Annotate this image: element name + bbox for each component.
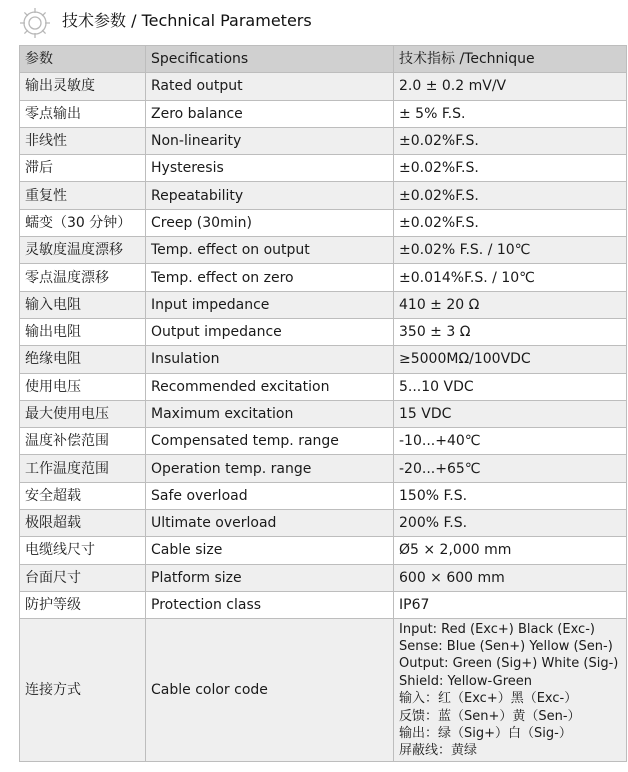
param-value: ±0.014%F.S. / 10℃ [394,264,627,291]
table-row [20,564,627,591]
param-name-cn: 非线性 [20,127,146,154]
param-name-cn: 温度补偿范围 [20,428,146,455]
param-name-cn: 最大使用电压 [20,400,146,427]
param-name-cn: 工作温度范围 [20,455,146,482]
param-name-en: Cable size [146,537,394,564]
table-row [20,291,627,318]
param-name-cn: 零点输出 [20,100,146,127]
param-name-en: Output impedance [146,318,394,345]
param-name-cn: 极限超载 [20,510,146,537]
table-header-row [20,46,627,73]
column-header-specifications: Specifications [146,46,394,73]
table-row [20,209,627,236]
param-name-en: Cable color code [146,619,394,762]
param-name-cn: 使用电压 [20,373,146,400]
param-value: -10...+40℃ [394,428,627,455]
param-name-cn: 防护等级 [20,591,146,618]
param-name-cn: 重复性 [20,182,146,209]
param-name-cn: 输出电阻 [20,318,146,345]
table-row [20,428,627,455]
table-row [20,264,627,291]
table-row [20,373,627,400]
param-value: 350 ± 3 Ω [394,318,627,345]
table-row [20,318,627,345]
table-row [20,73,627,100]
param-value: ≥5000MΩ/100VDC [394,346,627,373]
param-name-cn: 蠕变（30 分钟） [20,209,146,236]
cable-color-line: 输入：红（Exc+）黑（Exc-） [399,691,578,707]
param-name-cn: 滞后 [20,155,146,182]
table-row-cable-color-code [20,619,627,762]
param-value: 600 × 600 mm [394,564,627,591]
param-name-en: Safe overload [146,482,394,509]
param-value: ± 5% F.S. [394,100,627,127]
param-name-cn: 电缆线尺寸 [20,537,146,564]
table-row [20,455,627,482]
param-name-cn: 零点温度漂移 [20,264,146,291]
table-row [20,510,627,537]
param-value: ±0.02% F.S. / 10℃ [394,237,627,264]
cable-color-line: 屏蔽线：黄绿 [399,743,478,759]
table-row [20,400,627,427]
param-name-cn: 输入电阻 [20,291,146,318]
table-row [20,482,627,509]
cable-color-line: Shield: Yellow-Green [399,673,533,689]
param-value: 150% F.S. [394,482,627,509]
param-name-cn: 输出灵敏度 [20,73,146,100]
param-value: 15 VDC [394,400,627,427]
cable-color-line: Output: Green (Sig+) White (Sig-) [399,656,619,672]
param-name-en: Temp. effect on zero [146,264,394,291]
param-name-cn: 安全超载 [20,482,146,509]
param-value: ±0.02%F.S. [394,182,627,209]
table-row [20,127,627,154]
param-name-en: Recommended excitation [146,373,394,400]
cable-color-line: 反馈：蓝（Sen+）黄（Sen-） [399,708,581,724]
param-name-en: Operation temp. range [146,455,394,482]
param-name-cn: 台面尺寸 [20,564,146,591]
param-name-en: Repeatability [146,182,394,209]
param-name-en: Zero balance [146,100,394,127]
parameters-table [19,45,627,762]
section-header [0,0,628,42]
column-header-technique: 技术指标 /Technique [394,46,627,73]
param-value: ±0.02%F.S. [394,127,627,154]
table-row [20,155,627,182]
param-name-en: Ultimate overload [146,510,394,537]
param-value: 5...10 VDC [394,373,627,400]
param-value: 2.0 ± 0.2 mV/V [394,73,627,100]
param-name-en: Compensated temp. range [146,428,394,455]
table-row [20,591,627,618]
table-row [20,537,627,564]
column-header-parameter: 参数 [20,46,146,73]
param-name-en: Temp. effect on output [146,237,394,264]
table-row [20,182,627,209]
param-value: IP67 [394,591,627,618]
param-name-en: Creep (30min) [146,209,394,236]
param-name-en: Protection class [146,591,394,618]
param-name-en: Platform size [146,564,394,591]
cable-color-line: 输出：绿（Sig+）白（Sig-） [399,726,572,742]
param-name-en: Maximum excitation [146,400,394,427]
cable-color-code-value [394,619,627,762]
param-name-cn: 绝缘电阻 [20,346,146,373]
param-name-en: Insulation [146,346,394,373]
param-value: 200% F.S. [394,510,627,537]
gear-icon [18,6,52,40]
page-title: 技术参数 / Technical Parameters [62,11,312,30]
param-name-en: Rated output [146,73,394,100]
cable-color-line: Sense: Blue (Sen+) Yellow (Sen-) [399,639,613,655]
table-row [20,237,627,264]
param-name-en: Non-linearity [146,127,394,154]
table-row [20,100,627,127]
param-name-en: Hysteresis [146,155,394,182]
param-name-cn: 连接方式 [20,619,146,762]
param-name-cn: 灵敏度温度漂移 [20,237,146,264]
param-value: 410 ± 20 Ω [394,291,627,318]
param-value: ±0.02%F.S. [394,155,627,182]
param-value: Ø5 × 2,000 mm [394,537,627,564]
param-name-en: Input impedance [146,291,394,318]
cable-color-line: Input: Red (Exc+) Black (Exc-) [399,621,595,637]
param-value: -20...+65℃ [394,455,627,482]
param-value: ±0.02%F.S. [394,209,627,236]
table-row [20,346,627,373]
